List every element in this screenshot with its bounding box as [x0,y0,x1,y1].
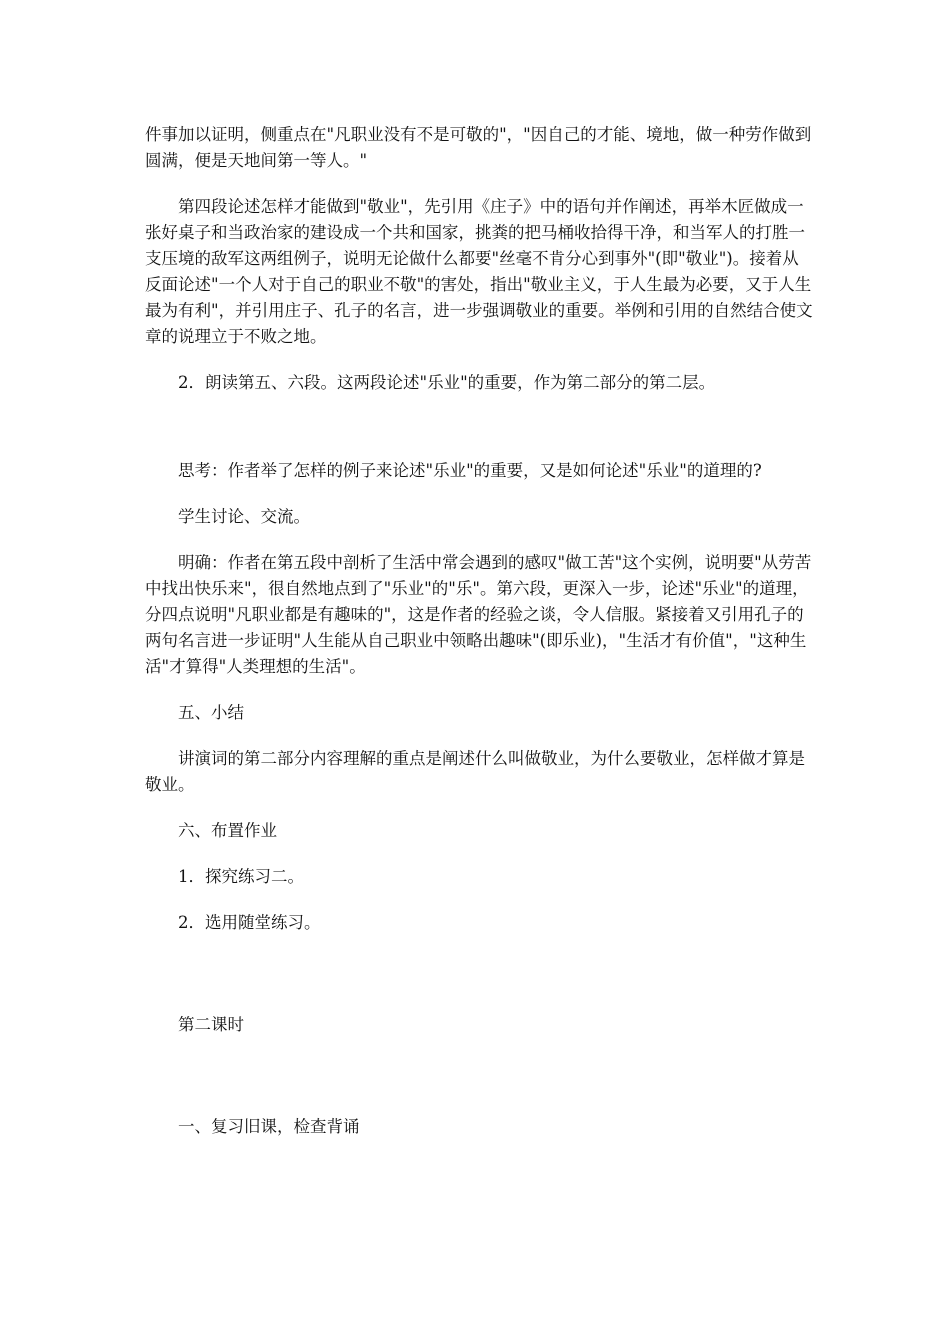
paragraph-fourth-section: 第四段论述怎样才能做到"敬业"，先引用《庄子》中的语句并作阐述，再举木匠做成一张好桌子和当政治家的建设成一个共和国家，挑粪的把马桶收拾得干净，和当军人的打胜一支压境的敌军这两组例子，说明无论做什么都要"丝毫不肯分心到事外"(即"敬业")。接着从反面论述"一个人对于自己的职业不敬"的害处，指出"敬业主义，于人生最为必要，又于人生最为有利"，并引用庄子、孔子的名言，进一步强调敬业的重要。举例和引用的自然结合使文章的说理立于不败之地。 [145,197,813,346]
document-body [145,122,815,1140]
paragraph-discussion: 学生讨论、交流。 [178,507,310,526]
heading-homework: 六、布置作业 [178,821,277,840]
heading-summary: 五、小结 [178,703,244,722]
paragraph-read-five-six: 2．朗读第五、六段。这两段论述"乐业"的重要，作为第二部分的第二层。 [178,373,716,392]
paragraph-question: 思考：作者举了怎样的例子来论述"乐业"的重要，又是如何论述"乐业"的道理的? [178,461,762,480]
heading-second-lesson: 第二课时 [178,1015,244,1034]
heading-review: 一、复习旧课，检查背诵 [178,1117,360,1136]
paragraph-continuation: 件事加以证明，侧重点在"凡职业没有不是可敬的"，"因自己的才能、境地，做一种劳作做到圆满，便是天地间第一等人。" [145,125,812,170]
homework-item-1: 1．探究练习二。 [178,867,304,886]
paragraph-clarification: 明确：作者在第五段中剖析了生活中常会遇到的感叹"做工苦"这个实例，说明要"从劳苦中找出快乐来"，很自然地点到了"乐业"的"乐"。第六段，更深入一步，论述"乐业"的道理，分四点说明"凡职业都是有趣味的"，这是作者的经验之谈，令人信服。紧接着又引用孔子的两句名言进一步证明"人生能从自己职业中领略出趣味"(即乐业)，"生活才有价值"，"这种生活"才算得"人类理想的生活"。 [145,553,812,676]
paragraph-summary: 讲演词的第二部分内容理解的重点是阐述什么叫做敬业，为什么要敬业，怎样做才算是敬业。 [145,749,805,794]
homework-item-2: 2．选用随堂练习。 [178,913,321,932]
